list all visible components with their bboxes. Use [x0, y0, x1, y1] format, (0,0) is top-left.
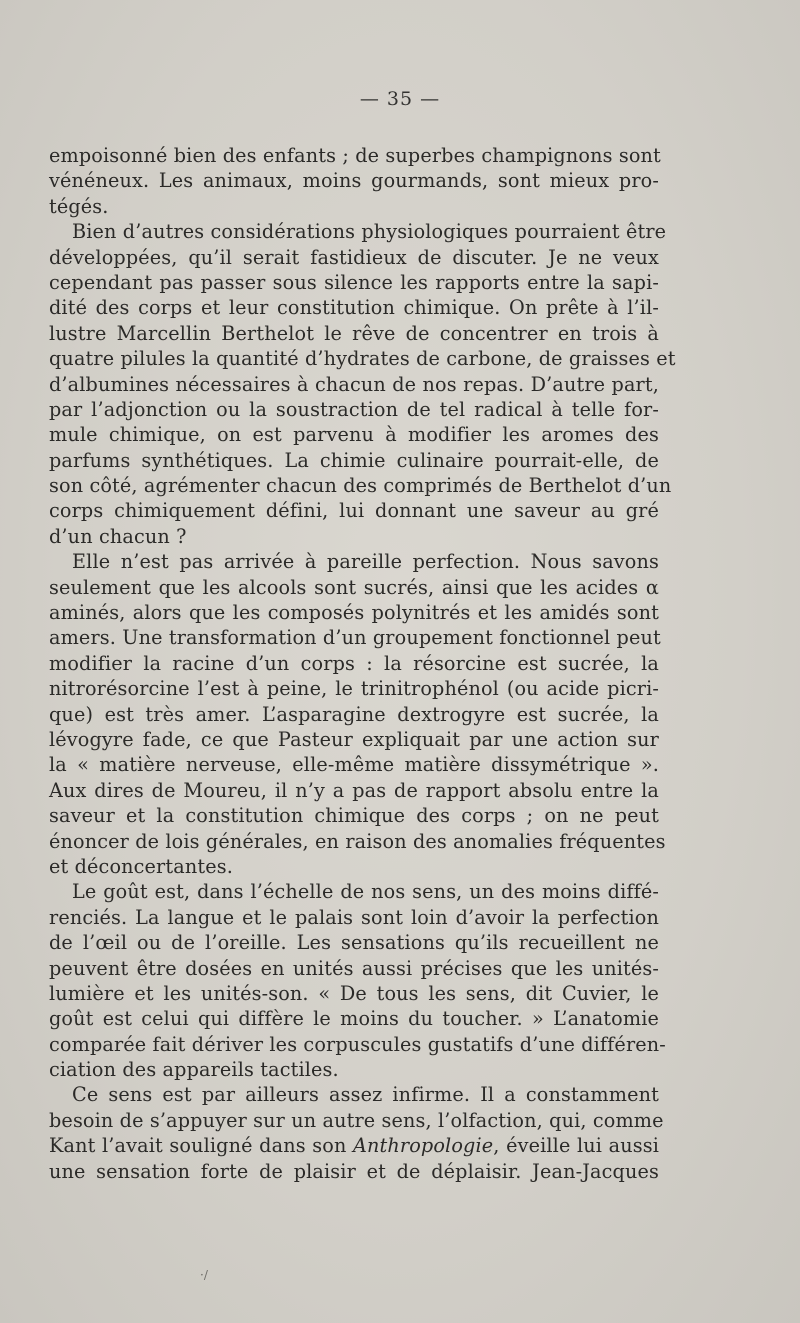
text-line: tégés. — [49, 194, 109, 218]
text-line: cependant pas passer sous silence les rapports entre la sapi- — [49, 270, 659, 294]
text-line: amers. Une transformation d’un groupement fonctionnel peut — [49, 626, 661, 650]
text-line: besoin de s’appuyer sur un autre sens, l’olfaction, qui, comme — [49, 1108, 664, 1132]
text-line: renciés. La langue et le palais sont loin d’avoir la perfection — [49, 905, 659, 929]
paragraph-3 — [49, 549, 666, 879]
text-line: Bien d’autres considérations physiologiques pourraient être — [72, 220, 667, 244]
text-line: peuvent être dosées en unités aussi précises que les unités- — [49, 956, 659, 980]
text-line: vénéneux. Les animaux, moins gourmands, sont mieux pro- — [49, 169, 659, 193]
text-line: lumière et les unités-son. « De tous les sens, dit Cuvier, le — [49, 981, 659, 1005]
text-line: son côté, agrémenter chacun des comprimés de Berthelot d’un — [49, 474, 672, 498]
text-line: modifier la racine d’un corps : la résorcine est sucrée, la — [49, 651, 659, 675]
text-line: développées, qu’il serait fastidieux de discuter. Je ne veux — [49, 245, 659, 269]
text-line: aminés, alors que les composés polynitrés et les amidés sont — [49, 601, 659, 625]
text-line: empoisonné bien des enfants ; de superbes champignons sont — [49, 144, 661, 167]
text-line: que) est très amer. L’asparagine dextrogyre est sucrée, la — [49, 702, 659, 726]
text-line: lustre Marcellin Berthelot le rêve de concentrer en trois à — [49, 321, 659, 345]
paragraph-1 — [49, 143, 659, 219]
text-line: seulement que les alcools sont sucrés, ainsi que les acides α — [49, 575, 659, 599]
text-line: par l’adjonction ou la soustraction de tel radical à telle for- — [49, 397, 659, 421]
text-line-with-title — [49, 1133, 659, 1158]
text-line: énoncer de lois générales, en raison des anomalies fréquentes — [49, 829, 666, 853]
text-line: dité des corps et leur constitution chimique. On prête à l’il- — [49, 296, 659, 320]
text-line: Aux dires de Moureu, il n’y a pas de rapport absolu entre la — [49, 778, 659, 802]
text-line: comparée fait dériver les corpuscules gustatifs d’une différen- — [49, 1032, 666, 1056]
text-line: lévogyre fade, ce que Pasteur expliquait par une action sur — [49, 727, 659, 751]
text-line: Ce sens est par ailleurs assez infirme. Il a constamment — [72, 1083, 659, 1107]
body-text — [49, 143, 676, 1184]
text-line: une sensation forte de plaisir et de déplaisir. Jean-Jacques — [49, 1159, 659, 1183]
text-line: de l’œil ou de l’oreille. Les sensations qu’ils recueillent ne — [49, 931, 659, 955]
footer-mark: ·/ — [200, 1268, 208, 1282]
text-line: goût est celui qui diffère le moins du toucher. » L’anatomie — [49, 1007, 659, 1031]
text-line: d’un chacun ? — [49, 524, 187, 548]
page-number: — 35 — — [359, 88, 441, 110]
text-line: saveur et la constitution chimique des corps ; on ne peut — [49, 804, 659, 828]
text-line: nitrorésorcine l’est à peine, le trinitrophénol (ou acide picri- — [49, 677, 659, 701]
text-line: Elle n’est pas arrivée à pareille perfection. Nous savons — [72, 550, 659, 574]
text-line: ciation des appareils tactiles. — [49, 1058, 339, 1082]
text-line: la « matière nerveuse, elle-même matière dissymétrique ». — [49, 753, 659, 777]
text-line: et déconcertantes. — [49, 854, 233, 878]
text-segment: , éveille lui aussi — [493, 1134, 660, 1158]
text-line: Le goût est, dans l’échelle de nos sens, un des moins diffé- — [72, 880, 659, 904]
book-title: Anthropologie — [353, 1134, 494, 1158]
text-line: mule chimique, on est parvenu à modifier les aromes des — [49, 423, 659, 447]
paragraph-2 — [49, 219, 676, 549]
text-line: d’albumines nécessaires à chacun de nos repas. D’autre part, — [49, 372, 659, 396]
paragraph-5 — [49, 1082, 664, 1184]
text-line: corps chimiquement défini, lui donnant une saveur au gré — [49, 499, 659, 523]
text-line: parfums synthétiques. La chimie culinaire pourrait-elle, de — [49, 448, 659, 472]
paragraph-4 — [49, 879, 666, 1082]
text-line: quatre pilules la quantité d’hydrates de carbone, de graisses et — [49, 347, 676, 371]
text-segment: Kant l’avait souligné dans son — [49, 1134, 354, 1158]
